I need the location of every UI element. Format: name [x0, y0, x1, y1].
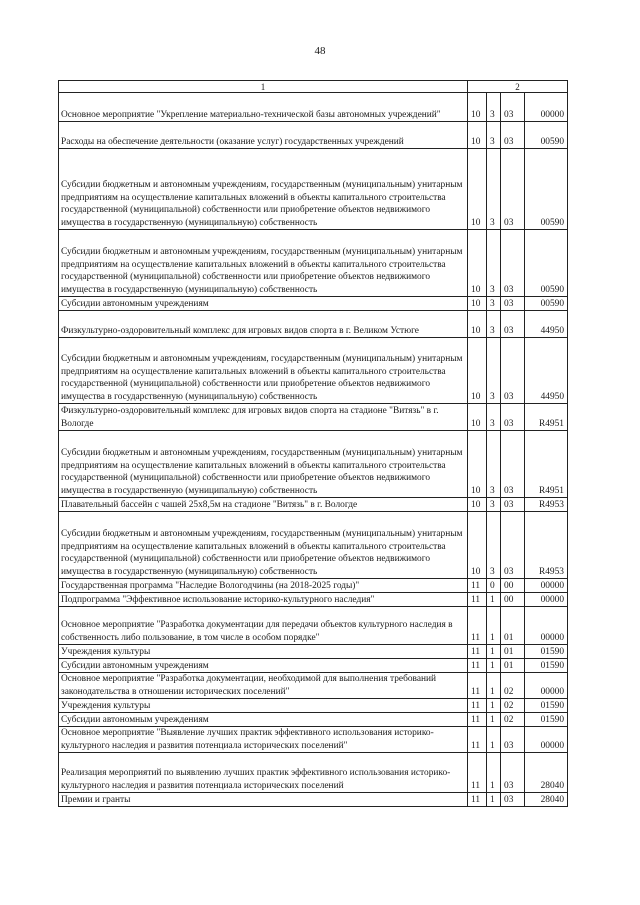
- row-activity-code: 01: [501, 607, 525, 645]
- row-subprogram-code: 3: [487, 311, 501, 338]
- row-subprogram-code: 3: [487, 404, 501, 431]
- row-chapter-code: 10: [468, 404, 487, 431]
- row-name: Учреждения культуры: [59, 699, 468, 713]
- table-row: [59, 93, 568, 122]
- row-direction-code: 00000: [525, 607, 568, 645]
- row-direction-code: 01590: [525, 699, 568, 713]
- row-direction-code: R4951: [525, 431, 568, 498]
- row-activity-code: 03: [501, 793, 525, 807]
- row-activity-code: 00: [501, 579, 525, 593]
- row-activity-code: 03: [501, 512, 525, 579]
- row-name: Основное мероприятие "Выявление лучших практик эффективного использования историко-культурного наследия и развития потенциала исторических поселений": [59, 727, 468, 753]
- page-number: 48: [314, 45, 326, 57]
- row-direction-code: 00000: [525, 727, 568, 753]
- table-row: [59, 512, 568, 579]
- row-activity-code: 03: [501, 93, 525, 122]
- table-row: [59, 122, 568, 149]
- row-activity-code: 03: [501, 311, 525, 338]
- row-activity-code: 01: [501, 645, 525, 659]
- row-chapter-code: 10: [468, 122, 487, 149]
- table-row: [59, 699, 568, 713]
- row-name: Основное мероприятие "Разработка документации для передачи объектов культурного наследия в собственность либо пользование, в том числе в особом порядке": [59, 607, 468, 645]
- row-chapter-code: 11: [468, 793, 487, 807]
- row-name: Физкультурно-оздоровительный комплекс для игровых видов спорта в г. Великом Устюге: [59, 311, 468, 338]
- row-direction-code: 00590: [525, 297, 568, 311]
- row-subprogram-code: 3: [487, 230, 501, 297]
- table-row: [59, 338, 568, 404]
- row-activity-code: 03: [501, 230, 525, 297]
- row-activity-code: 03: [501, 498, 525, 512]
- row-name: Реализация мероприятий по выявлению лучших практик эффективного использования историко-культурного наследия и развития потенциала исторических поселений: [59, 753, 468, 793]
- row-direction-code: 28040: [525, 793, 568, 807]
- table-row: [59, 673, 568, 699]
- row-direction-code: R4953: [525, 498, 568, 512]
- row-activity-code: 03: [501, 753, 525, 793]
- row-direction-code: 00590: [525, 230, 568, 297]
- row-activity-code: 00: [501, 593, 525, 607]
- row-chapter-code: 10: [468, 93, 487, 122]
- row-activity-code: 03: [501, 338, 525, 404]
- table-row: [59, 593, 568, 607]
- row-subprogram-code: 3: [487, 512, 501, 579]
- row-direction-code: 00000: [525, 673, 568, 699]
- row-chapter-code: 11: [468, 659, 487, 673]
- row-activity-code: 03: [501, 431, 525, 498]
- row-activity-code: 01: [501, 659, 525, 673]
- row-name: Субсидии бюджетным и автономным учреждениям, государственным (муниципальным) унитарным предприятиям на осуществление капитальных вложений в объекты капитального строительства государственной (муниципальной) собственности или приобретение объектов недвижимого имущества в государственную (муниципальную) собственность: [59, 149, 468, 230]
- table-row: [59, 753, 568, 793]
- row-direction-code: 00000: [525, 593, 568, 607]
- row-name: Субсидии бюджетным и автономным учреждениям, государственным (муниципальным) унитарным предприятиям на осуществление капитальных вложений в объекты капитального строительства государственной (муниципальной) собственности или приобретение объектов недвижимого имущества в государственную (муниципальную) собственность: [59, 230, 468, 297]
- row-name: Субсидии бюджетным и автономным учреждениям, государственным (муниципальным) унитарным предприятиям на осуществление капитальных вложений в объекты капитального строительства государственной (муниципальной) собственности или приобретение объектов недвижимого имущества в государственную (муниципальную) собственность: [59, 431, 468, 498]
- row-subprogram-code: 3: [487, 431, 501, 498]
- row-chapter-code: 11: [468, 713, 487, 727]
- row-name: Субсидии автономным учреждениям: [59, 713, 468, 727]
- row-chapter-code: 10: [468, 311, 487, 338]
- row-direction-code: R4951: [525, 404, 568, 431]
- row-name: Субсидии бюджетным и автономным учреждениям, государственным (муниципальным) унитарным предприятиям на осуществление капитальных вложений в объекты капитального строительства государственной (муниципальной) собственности или приобретение объектов недвижимого имущества в государственную (муниципальную) собственность: [59, 338, 468, 404]
- row-subprogram-code: 3: [487, 122, 501, 149]
- row-direction-code: 00000: [525, 579, 568, 593]
- budget-classification-table: [58, 80, 568, 807]
- row-subprogram-code: 0: [487, 579, 501, 593]
- row-chapter-code: 11: [468, 607, 487, 645]
- row-subprogram-code: 1: [487, 673, 501, 699]
- table-row: [59, 431, 568, 498]
- row-chapter-code: 10: [468, 498, 487, 512]
- row-name: Субсидии автономным учреждениям: [59, 659, 468, 673]
- row-subprogram-code: 1: [487, 593, 501, 607]
- row-subprogram-code: 1: [487, 659, 501, 673]
- row-chapter-code: 11: [468, 645, 487, 659]
- table-row: [59, 607, 568, 645]
- row-chapter-code: 11: [468, 593, 487, 607]
- row-name: Подпрограмма "Эффективное использование историко-культурного наследия": [59, 593, 468, 607]
- row-activity-code: 03: [501, 297, 525, 311]
- table-row: [59, 230, 568, 297]
- row-subprogram-code: 3: [487, 149, 501, 230]
- row-name: Учреждения культуры: [59, 645, 468, 659]
- table-row: [59, 579, 568, 593]
- row-chapter-code: 10: [468, 297, 487, 311]
- table-row: [59, 793, 568, 807]
- row-subprogram-code: 1: [487, 607, 501, 645]
- row-name: Субсидии бюджетным и автономным учреждениям, государственным (муниципальным) унитарным предприятиям на осуществление капитальных вложений в объекты капитального строительства государственной (муниципальной) собственности или приобретение объектов недвижимого имущества в государственную (муниципальную) собственность: [59, 512, 468, 579]
- table-row: [59, 498, 568, 512]
- table-row: [59, 727, 568, 753]
- row-direction-code: 44950: [525, 311, 568, 338]
- row-direction-code: 00590: [525, 149, 568, 230]
- row-subprogram-code: 3: [487, 93, 501, 122]
- row-name: Основное мероприятие "Разработка документации, необходимой для выполнения требований законодательства в отношении исторических поселений": [59, 673, 468, 699]
- row-direction-code: 01590: [525, 713, 568, 727]
- table-row: [59, 149, 568, 230]
- row-direction-code: R4953: [525, 512, 568, 579]
- header-col-1: 1: [59, 81, 468, 93]
- table-header-row: [59, 81, 568, 93]
- row-direction-code: 00590: [525, 122, 568, 149]
- row-direction-code: 28040: [525, 753, 568, 793]
- row-activity-code: 02: [501, 699, 525, 713]
- row-chapter-code: 10: [468, 338, 487, 404]
- row-chapter-code: 11: [468, 579, 487, 593]
- row-name: Плавательный бассейн с чашей 25х8,5м на стадионе "Витязь" в г. Вологде: [59, 498, 468, 512]
- row-direction-code: 44950: [525, 338, 568, 404]
- row-subprogram-code: 3: [487, 498, 501, 512]
- row-subprogram-code: 1: [487, 793, 501, 807]
- row-name: Физкультурно-оздоровительный комплекс для игровых видов спорта на стадионе "Витязь" в г. Вологде: [59, 404, 468, 431]
- row-activity-code: 02: [501, 673, 525, 699]
- row-direction-code: 00000: [525, 93, 568, 122]
- row-activity-code: 03: [501, 122, 525, 149]
- row-chapter-code: 10: [468, 431, 487, 498]
- table-row: [59, 404, 568, 431]
- table-row: [59, 659, 568, 673]
- row-chapter-code: 10: [468, 230, 487, 297]
- table-row: [59, 713, 568, 727]
- row-subprogram-code: 1: [487, 645, 501, 659]
- row-name: Расходы на обеспечение деятельности (оказание услуг) государственных учреждений: [59, 122, 468, 149]
- row-direction-code: 01590: [525, 659, 568, 673]
- row-name: Государственная программа "Наследие Вологодчины (на 2018-2025 годы)": [59, 579, 468, 593]
- row-name: Премии и гранты: [59, 793, 468, 807]
- row-chapter-code: 10: [468, 149, 487, 230]
- row-chapter-code: 11: [468, 673, 487, 699]
- row-chapter-code: 10: [468, 512, 487, 579]
- table-row: [59, 311, 568, 338]
- row-activity-code: 02: [501, 713, 525, 727]
- row-subprogram-code: 1: [487, 699, 501, 713]
- row-activity-code: 03: [501, 727, 525, 753]
- row-name: Субсидии автономным учреждениям: [59, 297, 468, 311]
- row-activity-code: 03: [501, 404, 525, 431]
- row-activity-code: 03: [501, 149, 525, 230]
- row-subprogram-code: 1: [487, 713, 501, 727]
- table-row: [59, 645, 568, 659]
- row-direction-code: 01590: [525, 645, 568, 659]
- row-chapter-code: 11: [468, 753, 487, 793]
- row-chapter-code: 11: [468, 699, 487, 713]
- row-subprogram-code: 1: [487, 727, 501, 753]
- header-col-2: 2: [468, 81, 568, 93]
- row-subprogram-code: 1: [487, 753, 501, 793]
- table-row: [59, 297, 568, 311]
- row-subprogram-code: 3: [487, 297, 501, 311]
- row-name: Основное мероприятие "Укрепление материально-технической базы автономных учреждений": [59, 93, 468, 122]
- row-subprogram-code: 3: [487, 338, 501, 404]
- row-chapter-code: 11: [468, 727, 487, 753]
